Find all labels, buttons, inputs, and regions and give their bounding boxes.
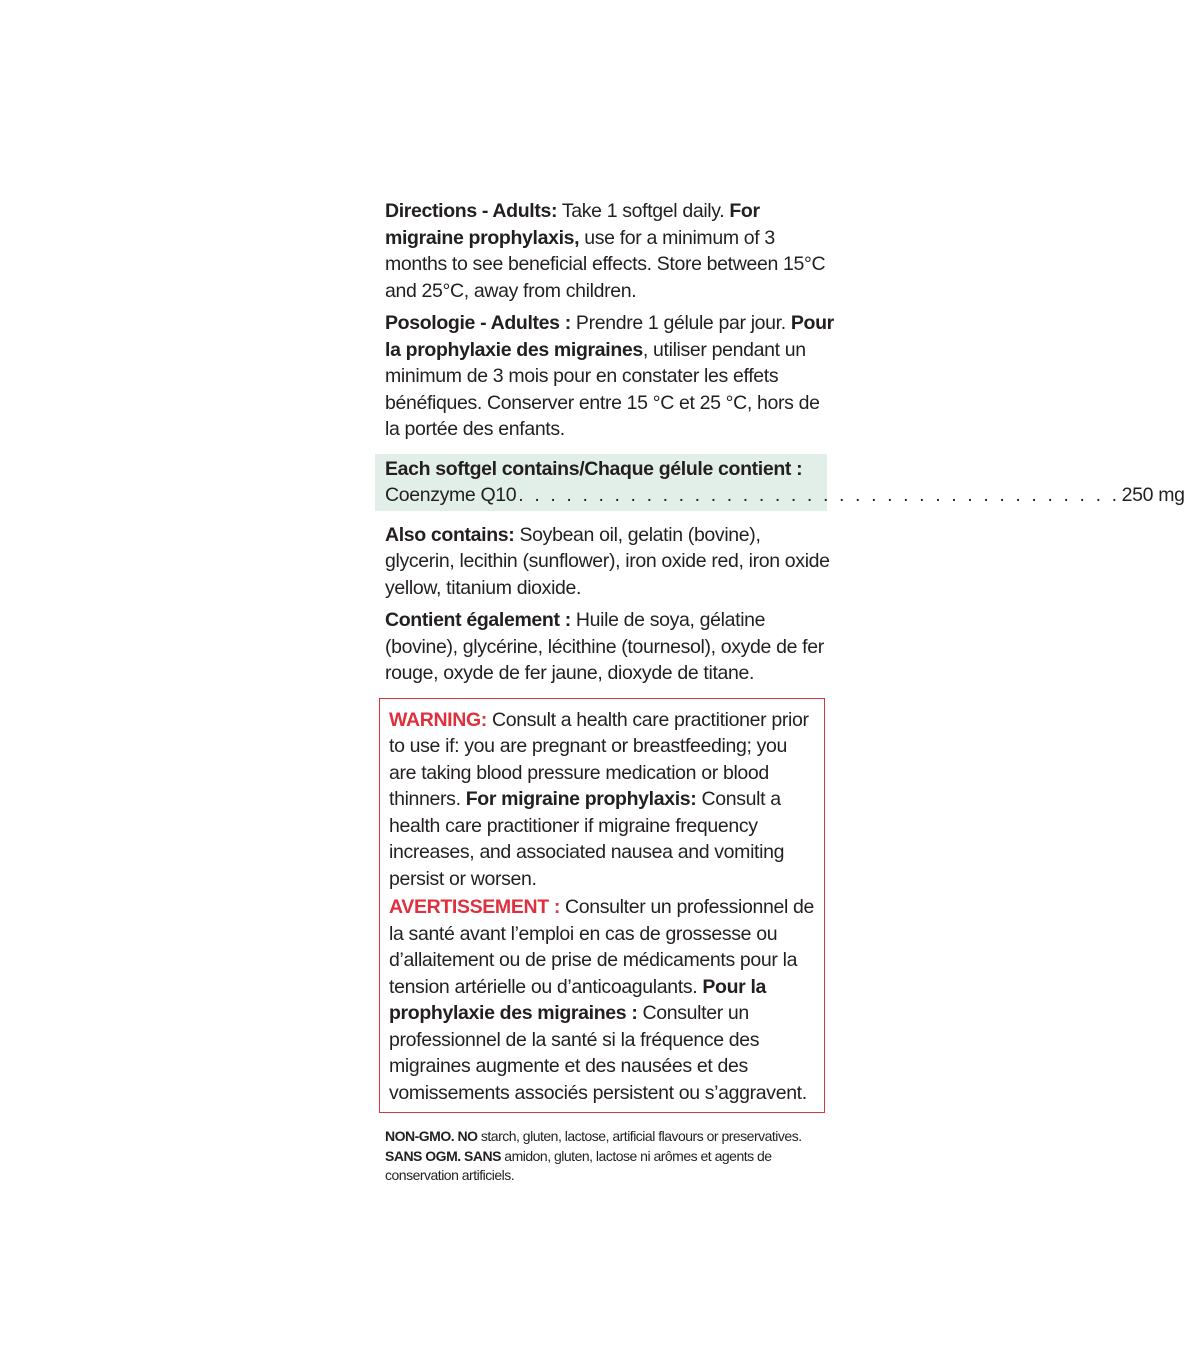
directions-en-label: Directions - Adults:: [385, 200, 558, 222]
ingredient-amount: 250 mg: [1121, 484, 1185, 506]
warning-en: WARNING: Consult a health care practitioner prior to use if: you are pregnant or breastfeeding; you are taking blood pressure medication or blood thinners. For migraine prophylaxis: Consult a health care practitioner if migraine frequency increases, and associated nausea and vomiting persist or worsen.: [389, 708, 809, 890]
footer-en: NON-GMO. NO starch, gluten, lactose, artificial flavours or preservatives.: [385, 1128, 802, 1144]
directions-fr-label: Posologie - Adultes :: [385, 312, 571, 334]
footer-fr: SANS OGM. SANS amidon, gluten, lactose ni arômes et agents de conservation artificiels.: [385, 1147, 772, 1183]
warning-en-label: WARNING:: [389, 708, 487, 731]
contents-header: Each softgel contains/Chaque gélule contient :: [385, 457, 803, 480]
directions-en: Directions - Adults: Take 1 softgel daily. For migraine prophylaxis, use for a minimum of 3 months to see beneficial effects. Store between 15°C and 25°C, away from children.: [385, 200, 826, 302]
dot-leader: . . . . . . . . . . . . . . . . . . . . . . . . . . . . . . . . . . . . . .: [518, 484, 1120, 506]
also-contains-fr: Contient également : Huile de soya, gélatine (bovine), glycérine, lécithine (tournesol), oxyde de fer rouge, oxyde de fer jaune, dioxyde de titane.: [385, 609, 824, 684]
warning-fr-label: AVERTISSEMENT :: [389, 896, 560, 918]
also-contains-en: Also contains: Soybean oil, gelatin (bovine), glycerin, lecithin (sunflower), iron oxide red, iron oxide yellow, titanium dioxide.: [385, 523, 830, 599]
warning-box: [379, 698, 825, 1114]
warning-fr: AVERTISSEMENT : Consulter un professionnel de la santé avant l’emploi en cas de grossesse ou d’allaitement ou de prise de médicaments pour la tension artérielle ou d’anticoagulants. Pour la prophylaxie des migraines : Consulter un professionnel de la santé si la fréquence des migraines augmente et des nausées et des vomissements associés persistent ou s’aggravent.: [389, 896, 814, 1104]
ingredient-row: [385, 482, 1185, 509]
ingredient-name: Coenzyme Q10: [385, 484, 517, 506]
supplement-label-panel: [385, 198, 1185, 1186]
medicinal-ingredients-box: [375, 454, 1185, 511]
directions-fr: Posologie - Adultes : Prendre 1 gélule par jour. Pour la prophylaxie des migraines, utiliser pendant un minimum de 3 mois pour en constater les effets bénéfiques. Conserver entre 15 °C et 25 °C, hors de la portée des enfants.: [385, 312, 834, 440]
